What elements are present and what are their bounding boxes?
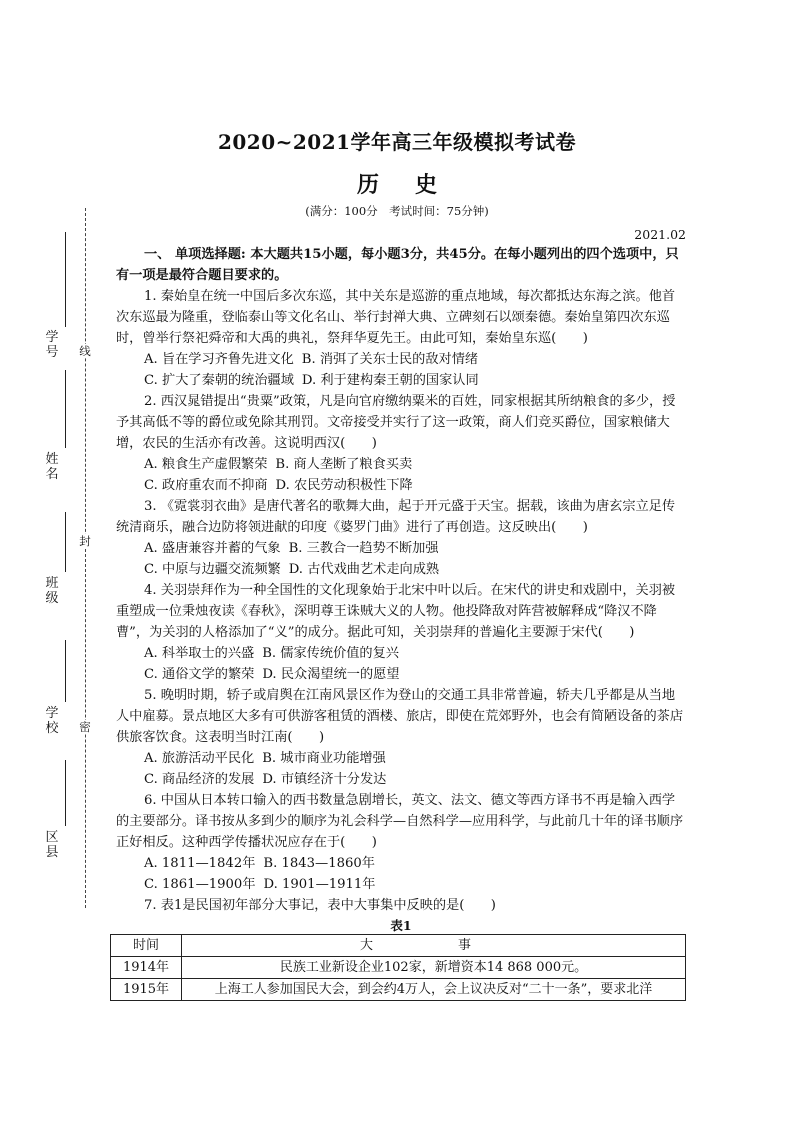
option[interactable]: D. 古代戏曲艺术走向成熟 (288, 562, 440, 577)
option[interactable]: A. 科举取士的兴盛 (144, 646, 255, 661)
question-2-options-row-1 (116, 454, 686, 475)
question-4-options-row-2 (116, 664, 686, 685)
table-header-event-label: 大 事 (359, 938, 507, 953)
question-7-stem: 7. 表1是民国初年部分大事记，表中大事集中反映的是( ) (144, 898, 496, 913)
option[interactable]: A. 1811—1842年 (144, 856, 256, 871)
option[interactable]: A. 旅游活动平民化 (144, 751, 255, 766)
student-id-label: 学号 (45, 330, 59, 360)
question-3-options-row-1 (116, 538, 686, 559)
exam-meta: (满分：100分 考试时间：75分钟) (305, 204, 489, 218)
district-label: 区县 (45, 830, 59, 860)
table-cell-year: 1914年 (111, 957, 182, 979)
events-table (110, 934, 686, 1001)
class-blank[interactable] (65, 512, 66, 572)
student-id-blank[interactable] (65, 232, 66, 327)
question-3-options-row-2 (116, 559, 686, 580)
option[interactable]: A. 粮食生产虚假繁荣 (144, 457, 268, 472)
table-caption: 表1 (390, 918, 412, 933)
exam-title: 2020~2021学年高三年级模拟考试卷 (217, 130, 577, 154)
question-2-stem: 2. 西汉晁错提出“贵粟”政策，凡是向官府缴纳粟米的百姓，同家根据其所纳粮食的多少，授予其高低不等的爵位或免除其刑罚。文帝接受并实行了这一政策，商人们竞买爵位，国家粮储大增，农民的生活亦有改善。这说明西汉( ) (116, 394, 676, 451)
exam-date: 2021.02 (634, 227, 686, 242)
question-1-options-row-1 (116, 349, 686, 370)
option[interactable]: B. 三教合一趋势不断加强 (288, 541, 439, 556)
question-2-options-row-2 (116, 475, 686, 496)
binding-mark-seal: 封 (77, 534, 93, 548)
option[interactable]: D. 1901—1911年 (263, 877, 376, 892)
question-1-stem: 1. 秦始皇在统一中国后多次东巡，其中关东是巡游的重点地域，每次都抵达东海之滨。他首次东巡最为隆重，登临泰山等文化名山、举行封禅大典、立碑刻石以颂秦德。秦始皇第四次东巡时，曾举行祭祀舜帝和大禹的典礼，祭拜华夏先王。由此可知，秦始皇东巡( ) (116, 289, 676, 346)
school-label: 学校 (45, 706, 59, 736)
option[interactable]: C. 中原与边疆交流频繁 (144, 562, 281, 577)
table-header-time: 时间 (111, 935, 182, 957)
question-1-options-row-2 (116, 370, 686, 391)
subject-title: 历史 (356, 172, 473, 198)
option[interactable]: A. 盛唐兼容并蓄的气象 (144, 541, 281, 556)
option[interactable]: B. 1843—1860年 (263, 856, 375, 871)
option[interactable]: D. 民众渴望统一的愿望 (262, 667, 400, 682)
binding-mark-secret: 密 (77, 720, 93, 734)
question-content (116, 244, 686, 1001)
option[interactable]: B. 消弭了关东士民的敌对情绪 (301, 352, 479, 367)
table-header-row (111, 935, 686, 957)
question-6-options-row-2 (116, 874, 686, 895)
section-instructions: 本大题共15小题，每小题3分，共45分。在每小题列出的四个选项中，只有一项是最符合题目要求的。 (116, 247, 679, 283)
option[interactable]: D. 农民劳动积极性下降 (275, 478, 413, 493)
table-header-event (182, 935, 686, 957)
option[interactable]: C. 商品经济的发展 (144, 772, 255, 787)
table-cell-year: 1915年 (111, 979, 182, 1001)
table-cell-event: 上海工人参加国民大会，到会约4万人，会上议决反对“二十一条”，要求北洋 (182, 979, 686, 1001)
option[interactable]: B. 城市商业功能增强 (262, 751, 386, 766)
option[interactable]: B. 儒家传统价值的复兴 (262, 646, 399, 661)
option[interactable]: C. 政府重农而不抑商 (144, 478, 268, 493)
school-blank[interactable] (65, 640, 66, 702)
question-6-stem: 6. 中国从日本转口输入的西书数量急剧增长，英文、法文、德文等西方译书不再是输入西学的主要部分。译书按从多到少的顺序为礼会科学—自然科学—应用科学，与此前几十年的译书顺序正好相反。这种西学传播状况应存在于( ) (116, 793, 684, 850)
section-intro (116, 244, 686, 286)
question-6-options-row-1 (116, 853, 686, 874)
question-4-options-row-1 (116, 643, 686, 664)
name-blank[interactable] (65, 370, 66, 448)
option[interactable]: C. 1861—1900年 (144, 877, 256, 892)
binding-dashed-line (85, 208, 86, 908)
binding-mark-line: 线 (77, 344, 93, 358)
option[interactable]: C. 通俗文学的繁荣 (144, 667, 255, 682)
option[interactable]: D. 市镇经济十分发达 (262, 772, 387, 787)
table-cell-event: 民族工业新设企业102家，新增资本14 868 000元。 (182, 957, 686, 979)
district-blank[interactable] (65, 760, 66, 826)
name-label: 姓名 (45, 452, 59, 482)
option[interactable]: B. 商人垄断了粮食买卖 (275, 457, 413, 472)
option[interactable]: A. 旨在学习齐鲁先进文化 (144, 352, 294, 367)
question-4-stem: 4. 关羽崇拜作为一种全国性的文化现象始于北宋中叶以后。在宋代的讲史和戏剧中，关羽被重塑成一位秉烛夜读《春秋》，深明尊王诛贼大义的人物。他投降敌对阵营被解释成“降汉不降曹”，为关羽的人格添加了“义”的成分。据此可知，关羽崇拜的普遍化主要源于宋代( ) (116, 583, 676, 640)
question-3-stem: 3. 《霓裳羽衣曲》是唐代著名的歌舞大曲，起于开元盛于天宝。据载，该曲为唐玄宗立足传统清商乐，融合边防将领进献的印度《婆罗门曲》进行了再创造。这反映出( ) (116, 499, 676, 535)
question-5-stem: 5. 晚明时期，轿子或肩舆在江南风景区作为登山的交通工具非常普遍，轿夫几乎都是从当地人中雇募。景点地区大多有可供游客租赁的酒楼、旅店，即使在荒郊野外，也会有简陋设备的茶店供旅客饮食。这表明当时江南( ) (116, 688, 684, 745)
question-5-options-row-1 (116, 748, 686, 769)
option[interactable]: C. 扩大了秦朝的统治疆域 (144, 373, 294, 388)
table-row (111, 979, 686, 1001)
question-5-options-row-2 (116, 769, 686, 790)
option[interactable]: D. 利于建构秦王朝的国家认同 (301, 373, 479, 388)
section-heading: 一、 单项选择题: (144, 247, 251, 262)
table-row (111, 957, 686, 979)
class-label: 班级 (45, 576, 59, 606)
